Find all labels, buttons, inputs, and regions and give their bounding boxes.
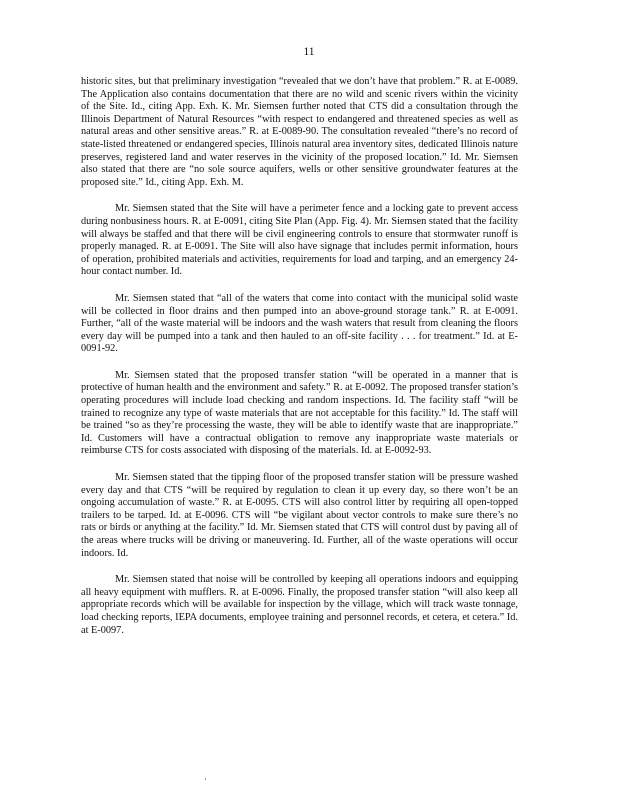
paragraph-3: Mr. Siemsen stated that “all of the waters that come into contact with the municipal solid waste will be collected in floor drains and then pumped into an above-ground storage tank.” R. at E-0091. Further, “all of the waste material will be indoors and the wash waters that result from cleaning the floors every day will be pumped into a tank and then hauled to an off-site facility . . . for treatment.” Id. at E-0091-92. xyxy=(81,292,518,355)
paragraph-2: Mr. Siemsen stated that the Site will have a perimeter fence and a locking gate to prevent access during nonbusiness hours. R. at E-0091, citing Site Plan (App. Fig. 4). Mr. Siemsen stated that the facility will always be staffed and that there will be civil engineering controls to ensure that stormwater runoff is properly managed. R. at E-0091. The Site will also have signage that includes permit information, hours of operation, prohibited materials and activities, requirements for load and tarping, and an emergency 24-hour contact number. Id. xyxy=(81,203,518,278)
page-number: 11 xyxy=(303,46,315,58)
paragraph-1: historic sites, but that preliminary investigation “revealed that we don’t have that problem.” R. at E-0089. The Application also contains documentation that there are no wild and scenic rivers within the vicinity of the Site. Id., citing App. Exh. K. Mr. Siemsen further noted that CTS did a consultation through the Illinois Department of Natural Resources “with respect to endangered and threatened species as well as natural areas and other sensitive areas.” R. at E-0089-90. The consultation revealed “there’s no record of state-listed threatened or endangered species, Illinois natural area inventory sites, dedicated Illinois nature preserves, registered land and water reserves in the vicinity of the proposed location.” Id. Mr. Siemsen also stated that there are “no sole source aquifers, wells or other sensitive groundwater features at the proposed site.” Id., citing App. Exh. M. xyxy=(81,76,518,188)
paragraph-4: Mr. Siemsen stated that the proposed transfer station “will be operated in a manner that is protective of human health and the environment and safety.” R. at E-0092. The proposed transfer station’s operating procedures will include load checking and random inspections. Id. The facility staff “will be trained to recognize any type of waste materials that are not acceptable for this facility.” Id. The staff will be trained “so as they’re processing the waste, they will be able to identify waste that are inappropriate.” Id. Customers will have a contractual obligation to remove any inappropriate waste materials or reimburse CTS for costs associated with disposing of the materials. Id. at E-0092-93. xyxy=(81,369,518,457)
scan-artifact-dot: · xyxy=(204,774,207,784)
paragraph-6: Mr. Siemsen stated that noise will be controlled by keeping all operations indoors and equipping all heavy equipment with mufflers. R. at E-0096. Finally, the proposed transfer station “will also keep all appropriate records which will be available for inspection by the village, which will track waste tonnage, load checking reports, IEPA documents, employee training and personnel records, et cetera, et cetera.” Id. at E-0097. xyxy=(81,574,518,636)
document-body xyxy=(81,76,518,651)
paragraph-5: Mr. Siemsen stated that the tipping floor of the proposed transfer station will be pressure washed every day and that CTS “will be required by regulation to clean it up every day, so there won’t be an ongoing accumulation of waste.” R. at E-0095. CTS will also control litter by requiring all open-topped trailers to be tarped. Id. at E-0096. CTS will “be vigilant about vector controls to make sure there’s no rats or birds or anything at the facility.” Id. Mr. Siemsen stated that CTS will control dust by paving all of the areas where trucks will be driving or maneuvering. Id. Further, all of the waste operations will occur indoors. Id. xyxy=(81,472,518,559)
